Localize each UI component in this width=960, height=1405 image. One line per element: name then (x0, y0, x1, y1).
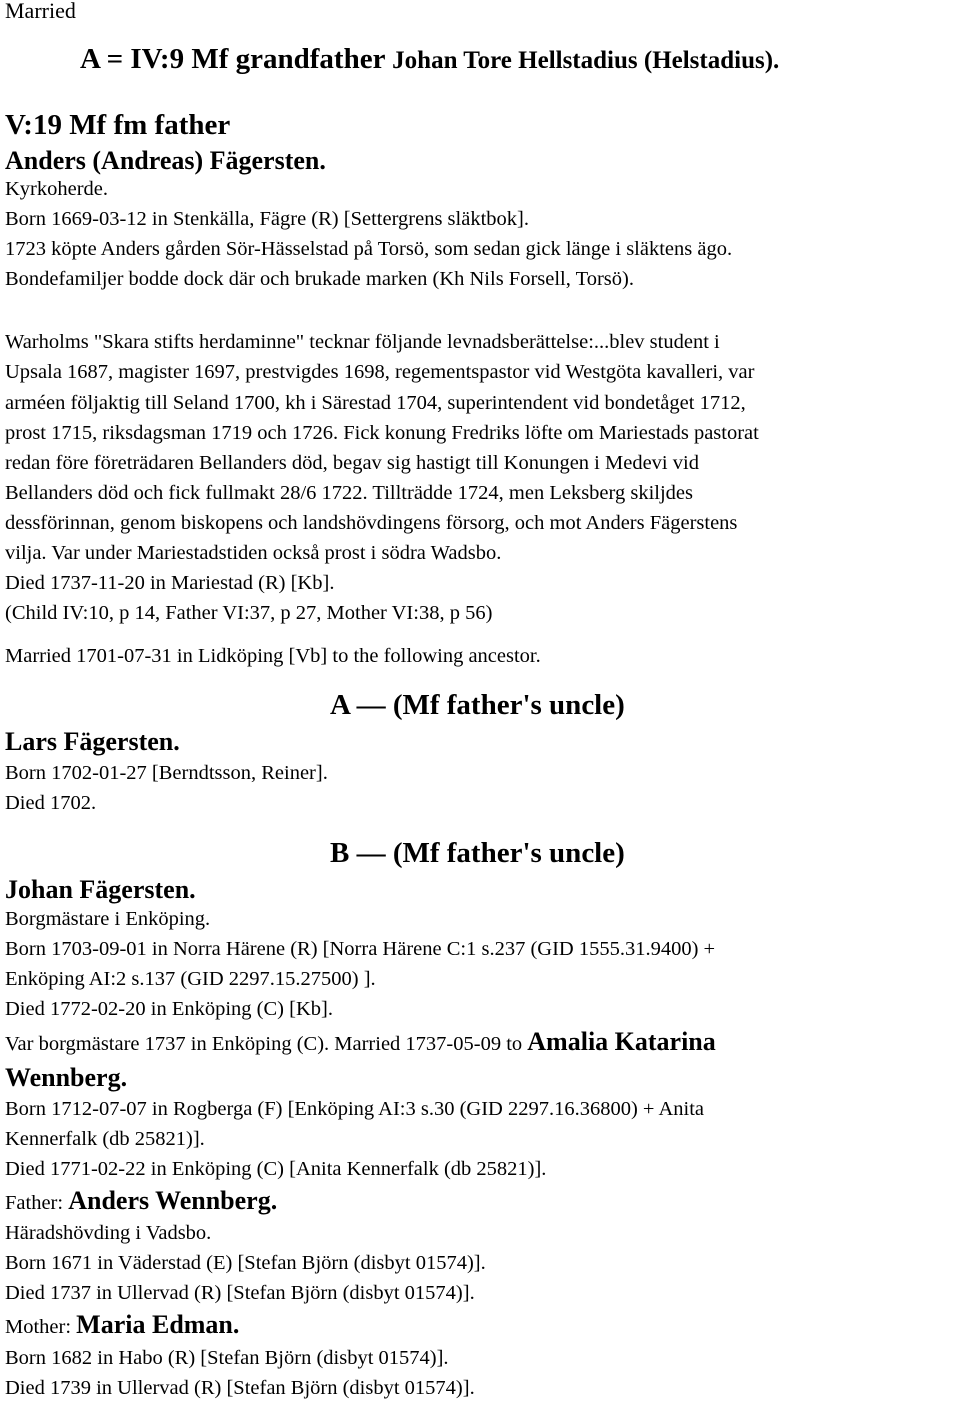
spouse-mother (5, 1312, 239, 1340)
person-note: Bondefamiljer bodde dock där och brukade marken (Kh Nils Forsell, Torsö). (5, 268, 634, 290)
father-name: Anders Wennberg. (68, 1186, 278, 1215)
bio-line: Bellanders död och fick fullmakt 28/6 1722. Tillträdde 1724, men Leksberg skiljdes (5, 482, 693, 504)
child-b-heading: B — (Mf father's uncle) (330, 837, 625, 869)
child-b-occupation: Borgmästare i Enköping. (5, 908, 211, 930)
married-label: Married (5, 0, 76, 23)
father-label: Father: (5, 1192, 69, 1214)
child-b-born: Born 1703-09-01 in Norra Härene (R) [Norra Härene C:1 s.237 (GID 1555.31.9400) + (5, 938, 716, 960)
child-b-born-cont: Enköping AI:2 s.137 (GID 2297.15.27500) ]. (5, 968, 376, 990)
person-occupation: Kyrkoherde. (5, 178, 109, 200)
bio-line: Upsala 1687, magister 1697, prestvigdes 1698, regementspastor vid Westgöta kavalleri, var (5, 361, 755, 383)
spouse-born: Born 1712-07-07 in Rogberga (F) [Enköping AI:3 s.30 (GID 2297.16.36800) + Anita (5, 1098, 705, 1120)
spouse-born-cont: Kennerfalk (db 25821)]. (5, 1128, 205, 1150)
child-a-died: Died 1702. (5, 792, 97, 814)
child-b-died: Died 1772-02-20 in Enköping (C) [Kb]. (5, 998, 333, 1020)
father-died: Died 1737 in Ullervad (R) [Stefan Björn (disbyt 01574)]. (5, 1282, 475, 1304)
person-married: Married 1701-07-31 in Lidköping [Vb] to the following ancestor. (5, 645, 541, 667)
spouse-name: Amalia Katarina (527, 1027, 716, 1056)
spouse-name-cont: Wennberg. (5, 1063, 128, 1092)
child-b-name: Johan Fägersten. (5, 875, 196, 904)
bio-line: vilja. Var under Mariestadstiden också prost i södra Wadsbo. (5, 542, 502, 564)
person-name: Anders (Andreas) Fägersten. (5, 146, 326, 175)
father-occupation: Häradshövding i Vadsbo. (5, 1222, 212, 1244)
generation-line: V:19 Mf fm father (5, 109, 231, 141)
heading-grandfather-name: Johan Tore Hellstadius (Helstadius). (392, 47, 780, 74)
person-born: Born 1669-03-12 in Stenkälla, Fägre (R) [Settergrens släktbok]. (5, 208, 529, 230)
mother-label: Mother: (5, 1316, 77, 1338)
child-b-married-text: Var borgmästare 1737 in Enköping (C). Married 1737-05-09 to (5, 1033, 528, 1055)
bio-line: Warholms "Skara stifts herdaminne" tecknar följande levnadsberättelse:...blev student i (5, 331, 720, 353)
person-note: 1723 köpte Anders gården Sör-Hässelstad på Torsö, som sedan gick länge i släktens ägo. (5, 238, 733, 260)
child-a-born: Born 1702-01-27 [Berndtsson, Reiner]. (5, 762, 328, 784)
mother-born: Born 1682 in Habo (R) [Stefan Björn (disbyt 01574)]. (5, 1347, 449, 1369)
bio-line: dessförinnan, genom biskopens och landshövdingens försorg, och mot Anders Fägerstens (5, 512, 738, 534)
child-a-heading: A — (Mf father's uncle) (330, 689, 625, 721)
person-died: Died 1737-11-20 in Mariestad (R) [Kb]. (5, 572, 335, 594)
bio-line: arméen följaktig till Seland 1700, kh i Särestad 1704, superintendent vid bondetåget 1712, (5, 392, 746, 414)
child-b-married (5, 1029, 716, 1057)
spouse-father (5, 1188, 277, 1216)
mother-died: Died 1739 in Ullervad (R) [Stefan Björn (disbyt 01574)]. (5, 1377, 475, 1399)
bio-line: prost 1715, riksdagsman 1719 och 1726. Fick konung Fredriks löfte om Mariestads pastorat (5, 422, 759, 444)
heading-grandfather-prefix: A = IV:9 Mf grandfather (80, 43, 393, 75)
bio-line: redan före företrädaren Bellanders död, begav sig hastigt till Konungen i Medevi vid (5, 452, 699, 474)
heading-grandfather (80, 42, 779, 78)
father-born: Born 1671 in Väderstad (E) [Stefan Björn (disbyt 01574)]. (5, 1252, 486, 1274)
mother-name: Maria Edman. (76, 1310, 240, 1339)
child-a-name: Lars Fägersten. (5, 727, 180, 756)
spouse-died: Died 1771-02-22 in Enköping (C) [Anita Kennerfalk (db 25821)]. (5, 1158, 547, 1180)
person-refs: (Child IV:10, p 14, Father VI:37, p 27, Mother VI:38, p 56) (5, 602, 493, 624)
